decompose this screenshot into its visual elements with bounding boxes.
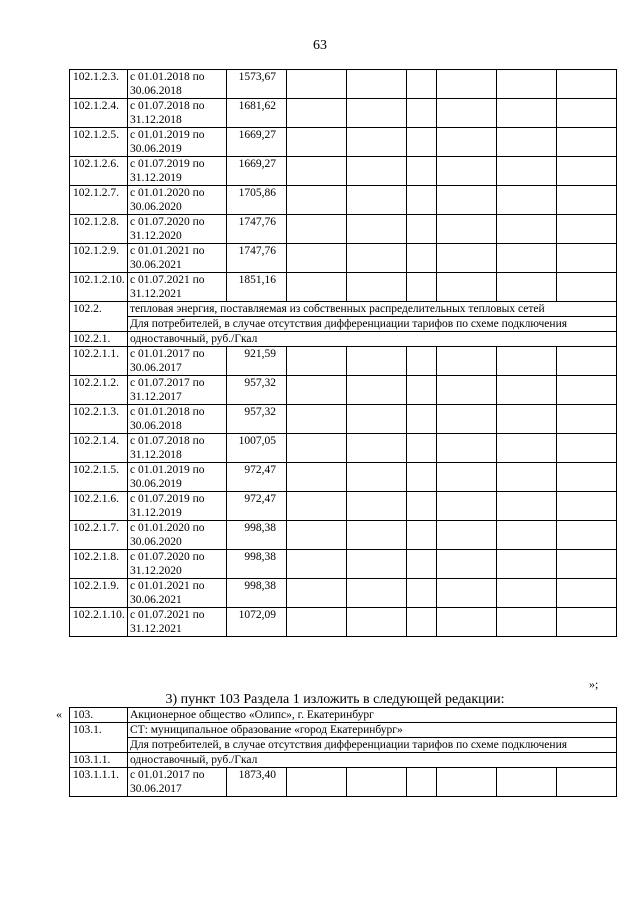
empty-cell [407, 215, 437, 244]
empty-cell [407, 608, 437, 637]
empty-cell [407, 376, 437, 405]
consumer-note: Для потребителей, в случае отсутствия дифференциации тарифов по схеме подключения [128, 738, 617, 753]
table-row [70, 521, 617, 550]
empty-cell [557, 215, 617, 244]
empty-cell [497, 99, 557, 128]
empty-cell [287, 186, 347, 215]
table-row [70, 492, 617, 521]
empty-cell [407, 186, 437, 215]
empty-cell [347, 521, 407, 550]
empty-cell [347, 579, 407, 608]
empty-cell [407, 550, 437, 579]
empty-cell [287, 768, 347, 797]
row-code: 102.2.1.4. [70, 434, 128, 463]
row-tariff-value: 972,47 [227, 492, 287, 521]
empty-cell [557, 608, 617, 637]
empty-cell [347, 215, 407, 244]
row-code: 102.1.2.4. [70, 99, 128, 128]
empty-cell [287, 434, 347, 463]
table-row [70, 99, 617, 128]
row-label: одноставочный, руб./Гкал [128, 332, 617, 347]
empty-cell [497, 405, 557, 434]
empty-cell [497, 347, 557, 376]
empty-cell [497, 376, 557, 405]
table-row [70, 128, 617, 157]
empty-cell [557, 70, 617, 99]
row-period: с 01.01.2020 по 30.06.2020 [128, 521, 227, 550]
table-row [70, 708, 617, 723]
table-row [70, 768, 617, 797]
table-row [70, 550, 617, 579]
empty-cell [437, 768, 497, 797]
row-code: 103.1.1.1. [70, 768, 128, 797]
row-period: с 01.07.2019 по 31.12.2019 [128, 492, 227, 521]
empty-cell [497, 128, 557, 157]
table-row [70, 434, 617, 463]
row-tariff-value: 1669,27 [227, 128, 287, 157]
empty-cell [497, 157, 557, 186]
empty-cell [287, 550, 347, 579]
row-code: 102.2.1.9. [70, 579, 128, 608]
table-row [70, 317, 617, 332]
empty-cell [437, 99, 497, 128]
empty-cell [497, 244, 557, 273]
row-code: 102.2.1.7. [70, 521, 128, 550]
empty-cell [347, 608, 407, 637]
empty-cell [557, 492, 617, 521]
row-tariff-value: 957,32 [227, 405, 287, 434]
row-code: 102.2.1.1. [70, 347, 128, 376]
table-row [70, 579, 617, 608]
row-period: с 01.07.2020 по 31.12.2020 [128, 215, 227, 244]
empty-cell [557, 579, 617, 608]
tariff-table-2 [69, 707, 617, 797]
row-code: 102.2.1.10. [70, 608, 128, 637]
empty-cell [287, 70, 347, 99]
empty-cell [437, 463, 497, 492]
empty-cell [347, 463, 407, 492]
empty-cell [287, 157, 347, 186]
empty-cell [497, 70, 557, 99]
table-row [70, 405, 617, 434]
empty-cell [557, 244, 617, 273]
empty-cell [437, 186, 497, 215]
table-row [70, 70, 617, 99]
empty-cell [437, 434, 497, 463]
row-tariff-value: 957,32 [227, 376, 287, 405]
table-row [70, 244, 617, 273]
row-period: с 01.07.2018 по 31.12.2018 [128, 434, 227, 463]
empty-cell [287, 608, 347, 637]
row-label: одноставочный, руб./Гкал [128, 753, 617, 768]
empty-cell [407, 405, 437, 434]
empty-cell [437, 550, 497, 579]
empty-cell [497, 463, 557, 492]
empty-cell [437, 376, 497, 405]
empty-cell [437, 405, 497, 434]
row-code: 102.1.2.5. [70, 128, 128, 157]
empty-cell [557, 186, 617, 215]
row-code: 102.1.2.7. [70, 186, 128, 215]
empty-cell [347, 244, 407, 273]
table-row [70, 157, 617, 186]
opening-quote: « [56, 707, 62, 721]
empty-cell [407, 128, 437, 157]
row-period: с 01.07.2021 по 31.12.2021 [128, 608, 227, 637]
empty-cell [497, 492, 557, 521]
empty-cell [497, 550, 557, 579]
empty-cell [347, 157, 407, 186]
row-period: с 01.07.2019 по 31.12.2019 [128, 157, 227, 186]
row-period: с 01.01.2017 по 30.06.2017 [128, 768, 227, 797]
row-code: 102.2.1.8. [70, 550, 128, 579]
empty-cell [557, 521, 617, 550]
row-code: 102.1.2.10. [70, 273, 128, 302]
empty-cell [497, 273, 557, 302]
table-row [70, 608, 617, 637]
empty-cell [347, 550, 407, 579]
empty-cell [497, 768, 557, 797]
table-row [70, 347, 617, 376]
empty-cell [287, 215, 347, 244]
empty-cell [407, 244, 437, 273]
row-code: 103.1. [70, 723, 128, 753]
empty-cell [407, 463, 437, 492]
empty-cell [437, 244, 497, 273]
row-period: с 01.07.2021 по 31.12.2021 [128, 273, 227, 302]
empty-cell [437, 579, 497, 608]
page-number: 63 [313, 38, 327, 53]
table-row [70, 723, 617, 738]
row-tariff-value: 1705,86 [227, 186, 287, 215]
row-tariff-value: 921,59 [227, 347, 287, 376]
row-code: 102.1.2.9. [70, 244, 128, 273]
empty-cell [437, 128, 497, 157]
row-code: 102.2.1.5. [70, 463, 128, 492]
empty-cell [347, 405, 407, 434]
row-tariff-value: 998,38 [227, 579, 287, 608]
empty-cell [287, 492, 347, 521]
empty-cell [347, 347, 407, 376]
empty-cell [287, 579, 347, 608]
empty-cell [347, 768, 407, 797]
row-period: с 01.01.2019 по 30.06.2019 [128, 128, 227, 157]
empty-cell [497, 186, 557, 215]
empty-cell [497, 215, 557, 244]
empty-cell [287, 405, 347, 434]
empty-cell [437, 157, 497, 186]
row-tariff-value: 1873,40 [227, 768, 287, 797]
tariff-table-1 [69, 69, 617, 637]
table-row [70, 186, 617, 215]
table-row [70, 332, 617, 347]
row-code: 103.1.1. [70, 753, 128, 768]
table-row [70, 302, 617, 317]
empty-cell [407, 579, 437, 608]
empty-cell [287, 376, 347, 405]
empty-cell [407, 273, 437, 302]
empty-cell [347, 273, 407, 302]
row-code: 102.2.1. [70, 332, 128, 347]
empty-cell [407, 347, 437, 376]
empty-cell [407, 434, 437, 463]
row-period: с 01.07.2017 по 31.12.2017 [128, 376, 227, 405]
empty-cell [347, 376, 407, 405]
empty-cell [437, 608, 497, 637]
empty-cell [407, 157, 437, 186]
empty-cell [557, 99, 617, 128]
empty-cell [287, 347, 347, 376]
row-tariff-value: 1007,05 [227, 434, 287, 463]
consumer-note: Для потребителей, в случае отсутствия дифференциации тарифов по схеме подключения [128, 317, 617, 332]
amendment-heading: 3) пункт 103 Раздела 1 изложить в следующей редакции: [165, 692, 505, 707]
empty-cell [557, 376, 617, 405]
row-tariff-value: 972,47 [227, 463, 287, 492]
empty-cell [407, 492, 437, 521]
row-period: с 01.01.2019 по 30.06.2019 [128, 463, 227, 492]
empty-cell [557, 434, 617, 463]
section-title: тепловая энергия, поставляемая из собственных распределительных тепловых сетей [128, 302, 617, 317]
row-tariff-value: 998,38 [227, 521, 287, 550]
empty-cell [557, 768, 617, 797]
empty-cell [287, 99, 347, 128]
row-code: 102.2.1.3. [70, 405, 128, 434]
row-tariff-value: 1681,62 [227, 99, 287, 128]
empty-cell [557, 550, 617, 579]
empty-cell [347, 434, 407, 463]
empty-cell [557, 463, 617, 492]
row-code: 102.1.2.8. [70, 215, 128, 244]
empty-cell [557, 347, 617, 376]
empty-cell [557, 405, 617, 434]
row-period: с 01.01.2020 по 30.06.2020 [128, 186, 227, 215]
row-tariff-value: 1747,76 [227, 244, 287, 273]
row-code: 102.2. [70, 302, 128, 332]
empty-cell [287, 273, 347, 302]
closing-quote: »; [589, 677, 599, 691]
empty-cell [347, 492, 407, 521]
row-tariff-value: 1072,09 [227, 608, 287, 637]
row-tariff-value: 1747,76 [227, 215, 287, 244]
table-row [70, 215, 617, 244]
empty-cell [287, 521, 347, 550]
empty-cell [557, 273, 617, 302]
empty-cell [437, 70, 497, 99]
row-period: с 01.07.2018 по 31.12.2018 [128, 99, 227, 128]
empty-cell [407, 70, 437, 99]
table-row [70, 376, 617, 405]
empty-cell [287, 244, 347, 273]
empty-cell [497, 521, 557, 550]
empty-cell [347, 99, 407, 128]
table-row [70, 463, 617, 492]
row-period: с 01.01.2021 по 30.06.2021 [128, 579, 227, 608]
empty-cell [407, 768, 437, 797]
empty-cell [287, 128, 347, 157]
row-period: с 01.01.2017 по 30.06.2017 [128, 347, 227, 376]
empty-cell [437, 492, 497, 521]
row-code: 103. [70, 708, 128, 723]
section-title: СТ: муниципальное образование «город Екатеринбург» [128, 723, 617, 738]
empty-cell [437, 521, 497, 550]
empty-cell [497, 434, 557, 463]
row-period: с 01.01.2018 по 30.06.2018 [128, 405, 227, 434]
row-code: 102.2.1.6. [70, 492, 128, 521]
empty-cell [557, 157, 617, 186]
empty-cell [437, 215, 497, 244]
table-row [70, 753, 617, 768]
row-code: 102.1.2.6. [70, 157, 128, 186]
empty-cell [287, 463, 347, 492]
empty-cell [407, 521, 437, 550]
row-label: Акционерное общество «Олипс», г. Екатеринбург [128, 708, 617, 723]
row-tariff-value: 1851,16 [227, 273, 287, 302]
row-period: с 01.01.2021 по 30.06.2021 [128, 244, 227, 273]
empty-cell [347, 186, 407, 215]
row-period: с 01.01.2018 по 30.06.2018 [128, 70, 227, 99]
row-code: 102.2.1.2. [70, 376, 128, 405]
empty-cell [407, 99, 437, 128]
row-tariff-value: 1573,67 [227, 70, 287, 99]
empty-cell [557, 128, 617, 157]
empty-cell [437, 347, 497, 376]
empty-cell [497, 579, 557, 608]
empty-cell [347, 128, 407, 157]
table-row [70, 273, 617, 302]
table-row [70, 738, 617, 753]
row-period: с 01.07.2020 по 31.12.2020 [128, 550, 227, 579]
row-tariff-value: 1669,27 [227, 157, 287, 186]
empty-cell [497, 608, 557, 637]
row-code: 102.1.2.3. [70, 70, 128, 99]
empty-cell [437, 273, 497, 302]
row-tariff-value: 998,38 [227, 550, 287, 579]
empty-cell [347, 70, 407, 99]
